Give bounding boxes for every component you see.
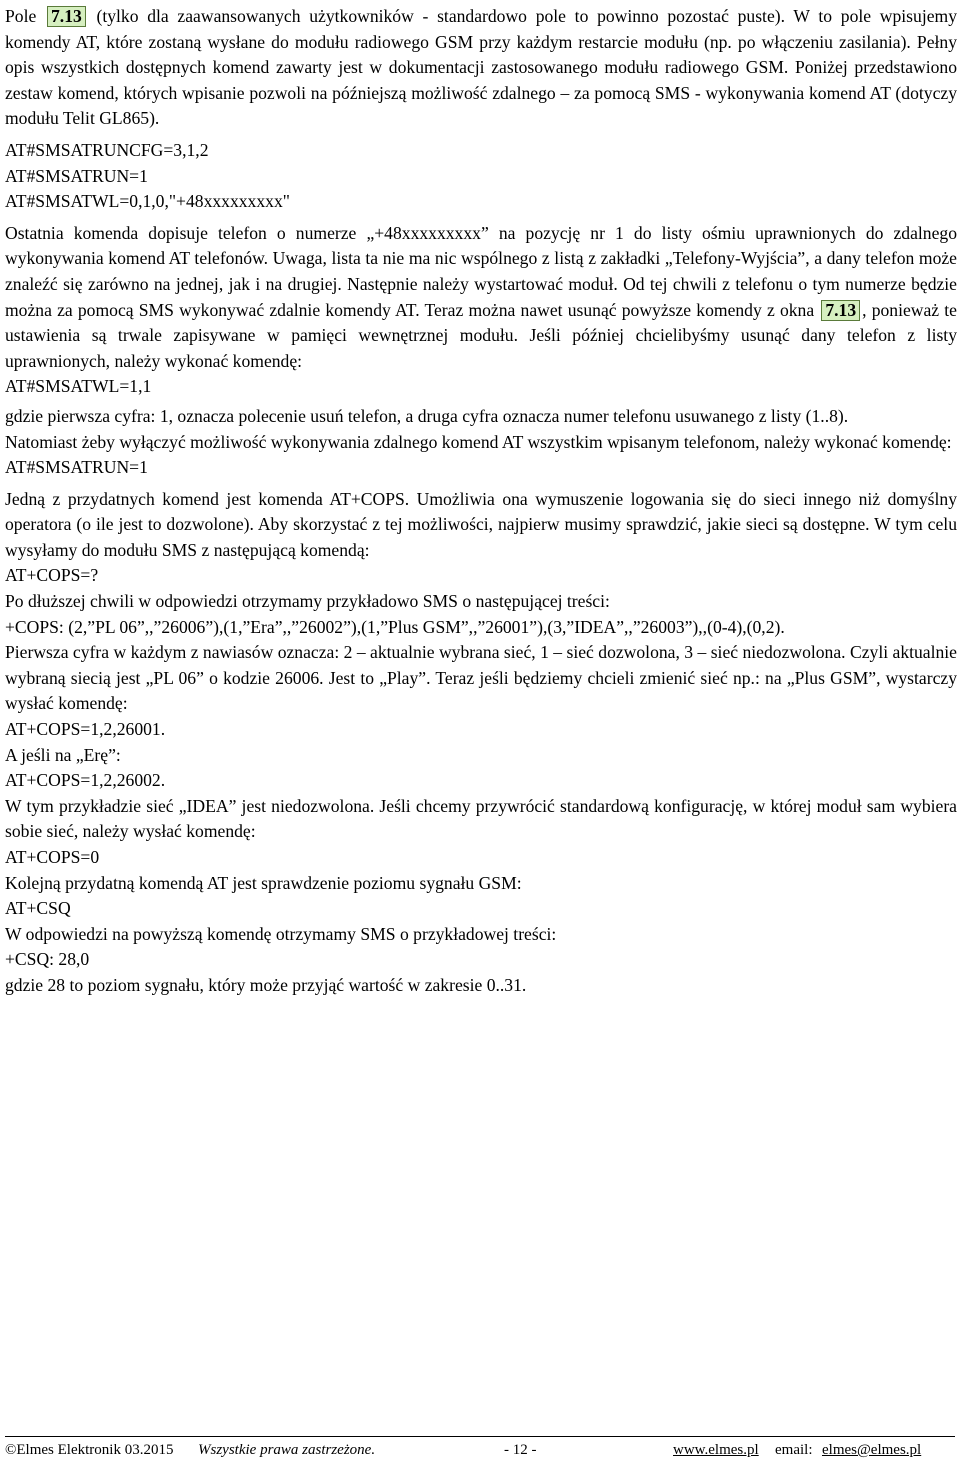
command-line: AT#SMSATWL=1,1 <box>5 376 152 397</box>
page-number: - 12 - <box>504 1442 537 1458</box>
whitelist-text-end: , ponieważ te ustawienia są trwale zapisywane w pamięci wewnętrznej modułu. Jeśli później chcielibyśmy usunąć dany telefon z listy uprawnionych, należy wykonać komendę: <box>5 299 957 371</box>
footer-copyright: ©Elmes Elektronik 03.2015 <box>5 1442 174 1458</box>
document-body <box>5 4 957 999</box>
cops-response: +COPS: (2,”PL 06”,,”26006”),(1,”Era”,,”26002”),(1,”Plus GSM”,,”26001”),(3,”IDEA”,,”26003”),,(0-4),(0,2). <box>5 616 785 637</box>
command-line: AT#SMSATWL=0,1,0,"+48xxxxxxxxx" <box>5 191 290 212</box>
intro-text-start: Pole <box>5 6 45 26</box>
intro-text-end: (tylko dla zaawansowanych użytkowników - standardowo pole to powinno pozostać puste). W to pole wpisujemy komendy AT, które zostaną wysłane do modułu radiowego GSM przy każdym restarcie modułu (np. po włączeniu zasilania). Pełny opis wszystkich dostępnych komend zawarty jest w dokumentacji zastosowanego modułu radiowego GSM. Poniżej przedstawiono zestaw komend, których wpisanie pozwoli na późniejszą możliwość zdalnego – za pomocą SMS - wykonywania komend AT (dotyczy modułu Telit GL865). <box>5 6 957 129</box>
command-line: AT+CSQ <box>5 898 71 919</box>
email-link[interactable]: elmes@elmes.pl <box>822 1442 922 1458</box>
field-reference-badge[interactable]: 7.13 <box>47 6 86 27</box>
csq-response-intro: W odpowiedzi na powyższą komendę otrzymamy SMS o przykładowej treści: <box>5 923 557 944</box>
footer-rights: Wszystkie prawa zastrzeżone. <box>198 1442 376 1458</box>
command-line: AT+COPS=0 <box>5 847 100 867</box>
intro-paragraph <box>5 4 957 132</box>
field-reference-badge[interactable]: 7.13 <box>821 300 860 321</box>
disable-paragraph: Natomiast żeby wyłączyć możliwość wykonywania zdalnego komend AT wszystkim wpisanym telefonom, należy wykonać komendę: <box>5 431 952 452</box>
command-line: AT+COPS=1,2,26001. <box>5 719 166 740</box>
website-link[interactable]: www.elmes.pl <box>673 1442 759 1458</box>
signal-paragraph: Kolejną przydatną komendą AT jest sprawdzenie poziomu sygnału GSM: <box>5 872 522 893</box>
whitelist-paragraph <box>5 221 957 375</box>
signal-explanation: gdzie 28 to poziom sygnału, który może przyjąć wartość w zakresie 0..31. <box>5 974 527 995</box>
response-intro: Po dłuższej chwili w odpowiedzi otrzymamy przykładowo SMS o następującej treści: <box>5 591 610 612</box>
command-line: AT+COPS=1,2,26002. <box>5 770 166 791</box>
command-line: AT#SMSATRUN=1 <box>5 457 148 478</box>
email-label: email: <box>775 1442 813 1458</box>
command-line: AT#SMSATRUNCFG=3,1,2 <box>5 139 209 160</box>
network-explanation: Pierwsza cyfra w każdym z nawiasów oznacza: 2 – aktualnie wybrana sieć, 1 – sieć dozwolona, 3 – sieć niedozwolona. Czyli aktualnie wybraną siecią jest „PL 06” o kodzie 26006. Jest to „Play”. Teraz jeśli będziemy chcieli zmienić sieć np.: na „Plus GSM”, wystarczy wysłać komendę: <box>5 642 957 714</box>
whitelist-text-start: Ostatnia komenda dopisuje telefon o numerze „+48xxxxxxxxx” na pozycję nr 1 do listy ośmiu uprawnionych do zdalnego wykonywania komend AT telefonów. Uwaga, lista ta nie ma nic wspólnego z listą z zakładki „Telefony-Wyjścia”, a dany telefon może znaleźć się zarówno na jednej, jak i na drugiej. Następnie należy wystartować moduł. Od tej chwili z telefonu o tym numerze będzie można za pomocą SMS wykonywać zdalnie komendy AT. Teraz można nawet usunąć powyższe komendy z okna <box>5 222 957 320</box>
command-line: AT+COPS=? <box>5 565 99 586</box>
cops-paragraph: Jedną z przydatnych komend jest komenda AT+COPS. Umożliwia ona wymuszenie logowania się do sieci innego niż domyślny operatora (o ile jest to dozwolone). Aby skorzystać z tej możliwości, najpierw musimy sprawdzić, jakie sieci są dostępne. W tym celu wysyłamy do modułu SMS z następującą komendą: <box>5 488 957 560</box>
page-footer <box>5 1436 955 1458</box>
era-intro: A jeśli na „Erę”: <box>5 744 121 765</box>
csq-response: +CSQ: 28,0 <box>5 949 90 970</box>
delete-explanation: gdzie pierwsza cyfra: 1, oznacza polecenie usuń telefon, a druga cyfra oznacza numer telefonu usuwanego z listy (1..8). <box>5 405 849 426</box>
command-line: AT#SMSATRUN=1 <box>5 165 148 186</box>
restore-paragraph: W tym przykładzie sieć „IDEA” jest niedozwolona. Jeśli chcemy przywrócić standardową konfigurację, w której moduł sam wybiera sobie sieć, należy wysłać komendę: <box>5 795 957 842</box>
command-block <box>5 138 957 215</box>
